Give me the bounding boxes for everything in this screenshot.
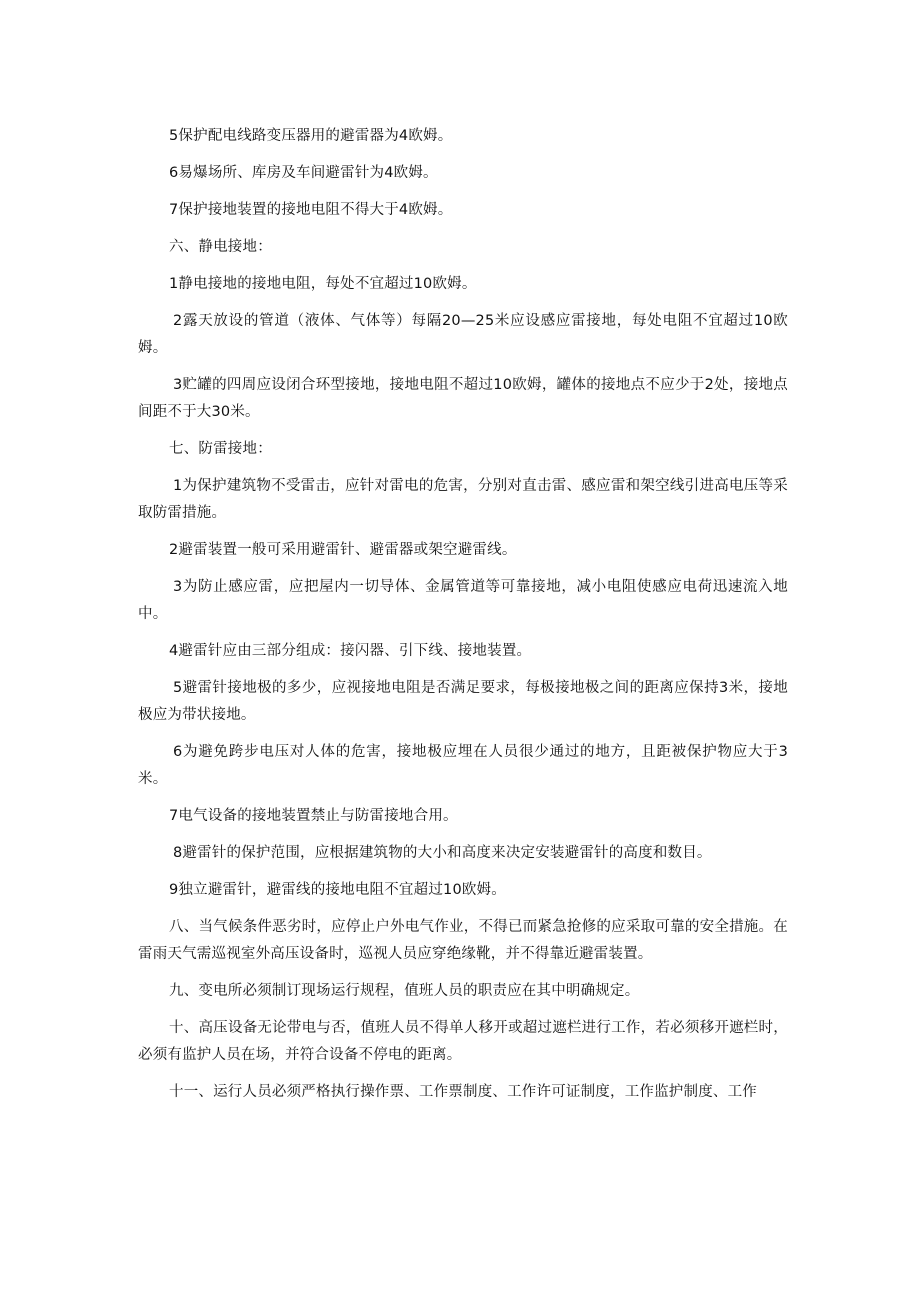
paragraph-static-3: 3贮罐的四周应设闭合环型接地，接地电阻不超过10欧姆，罐体的接地点不应少于2处，接地点间距不于大30米。 [138,377,788,420]
paragraph-static-2: 2露天放设的管道（液体、气体等）每隔20—25米应设感应雷接地，每处电阻不宜超过10欧姆。 [138,313,788,356]
section-paragraph-regulations: 九、变电所必须制订现场运行规程，值班人员的职责应在其中明确规定。 [169,983,640,999]
paragraph-lightning-2: 2避雷装置一般可采用避雷针、避雷器或架空避雷线。 [169,542,517,558]
section-paragraph-operation-tickets: 十一、运行人员必须严格执行操作票、工作票制度、工作许可证制度，工作监护制度、工作 [169,1084,757,1100]
section-heading-lightning-grounding: 七、防雷接地： [169,441,272,457]
paragraph-lightning-1: 1为保护建筑物不受雷击，应针对雷电的危害，分别对直击雷、感应雷和架空线引进高电压等采取防雷措施。 [138,478,788,521]
section-paragraph-weather: 八、当气候条件恶劣时，应停止户外电气作业，不得已而紧急抢修的应采取可靠的安全措施。在雷雨天气需巡视室外高压设备时，巡视人员应穿绝缘靴，并不得靠近避雷装置。 [138,919,788,962]
paragraph-item-5-arrester: 5保护配电线路变压器用的避雷器为4欧姆。 [169,128,453,144]
paragraph-lightning-5: 5避雷针接地极的多少，应视接地电阻是否满足要求，每极接地极之间的距离应保持3米，接地极应为带状接地。 [138,680,788,723]
paragraph-static-1: 1静电接地的接地电阻，每处不宜超过10欧姆。 [169,276,477,292]
section-heading-static-grounding: 六、静电接地： [169,239,272,255]
paragraph-lightning-6: 6为避免跨步电压对人体的危害，接地极应埋在人员很少通过的地方，且距被保护物应大于3米。 [138,744,788,787]
paragraph-lightning-4: 4避雷针应由三部分组成：接闪器、引下线、接地装置。 [169,643,532,659]
paragraph-lightning-3: 3为防止感应雷，应把屋内一切导体、金属管道等可靠接地，减小电阻使感应电荷迅速流入地中。 [138,579,788,622]
document-body [138,123,788,1116]
paragraph-lightning-8: 8避雷针的保护范围，应根据建筑物的大小和高度来决定安装避雷针的高度和数目。 [173,845,712,861]
paragraph-lightning-9: 9独立避雷针，避雷线的接地电阻不宜超过10欧姆。 [169,882,506,898]
paragraph-item-7-protective-grounding: 7保护接地装置的接地电阻不得大于4欧姆。 [169,202,453,218]
paragraph-item-6-explosive-sites: 6易爆场所、库房及车间避雷针为4欧姆。 [169,165,438,181]
paragraph-lightning-7: 7电气设备的接地装置禁止与防雷接地合用。 [169,808,458,824]
section-paragraph-high-voltage: 十、高压设备无论带电与否，值班人员不得单人移开或超过遮栏进行工作，若必须移开遮栏时，必须有监护人员在场，并符合设备不停电的距离。 [138,1020,788,1063]
